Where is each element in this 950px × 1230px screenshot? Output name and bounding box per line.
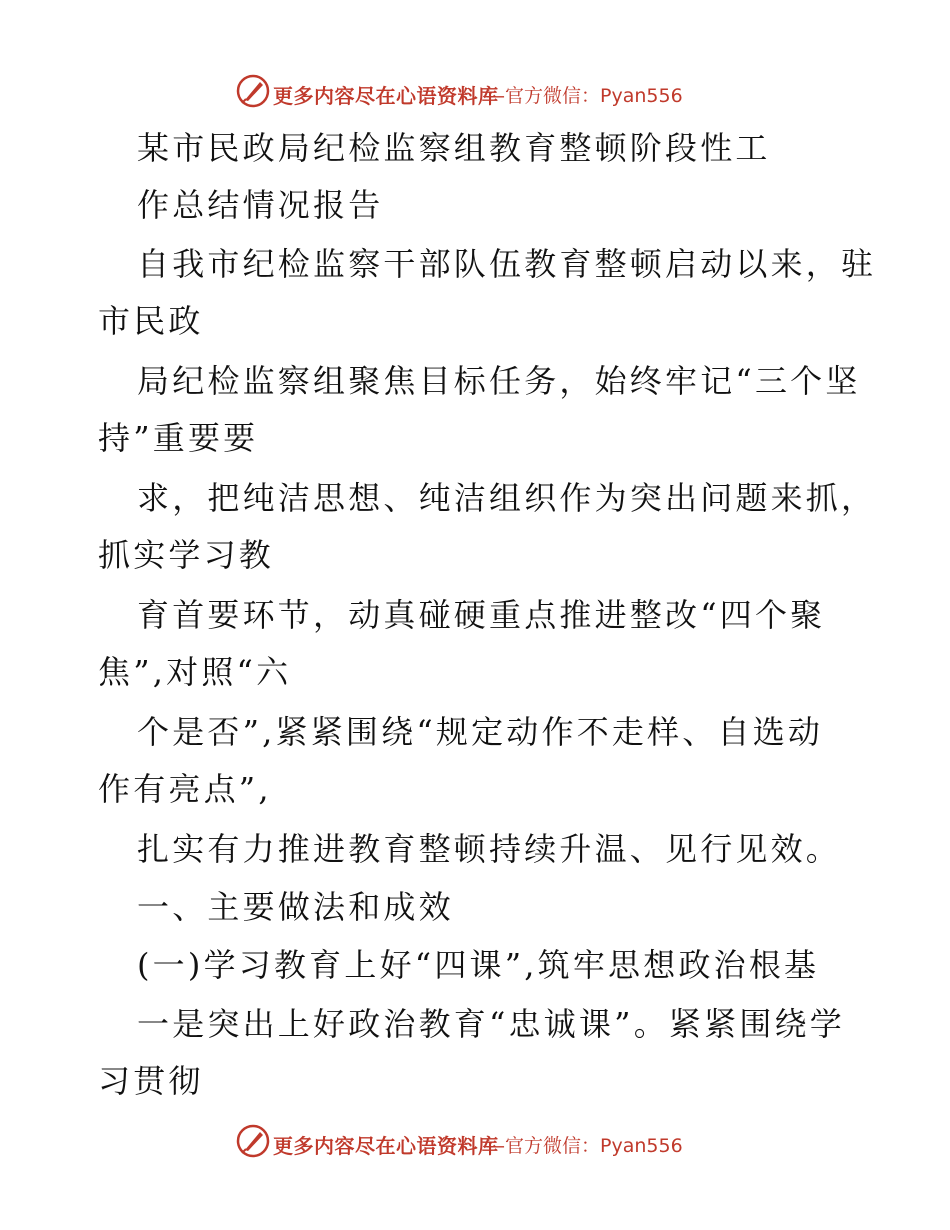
paragraph-line: 自我市纪检监察干部队伍教育整顿启动以来，驻 (137, 245, 877, 283)
paragraph-line: 求，把纯洁思想、纯洁组织作为突出问题来抓， (137, 479, 877, 517)
banner-wechat-text: —官方微信：Pyan556 (486, 85, 683, 107)
quill-pen-logo-icon (236, 74, 270, 108)
paragraph-line: 一是突出上好政治教育“忠诚课”。紧紧围绕学 (137, 1005, 845, 1043)
header-banner (0, 72, 950, 112)
paragraph-line: 育首要环节，动真碰硬重点推进整改“四个聚 (137, 596, 826, 634)
paragraph-line: 局纪检监察组聚焦目标任务，始终牢记“三个坚 (137, 362, 861, 400)
banner-wechat-text: —官方微信：Pyan556 (486, 1135, 683, 1157)
paragraph-line: 抓实学习教 (98, 536, 275, 574)
paragraph-line: 焦”,对照“六 (98, 653, 292, 691)
paragraph-line: 扎实有力推进教育整顿持续升温、见行见效。 (137, 830, 842, 868)
paragraph-line: 个是否”,紧紧围绕“规定动作不走样、自选动 (137, 713, 824, 751)
paragraph-line: 持”重要要 (98, 419, 259, 457)
paragraph-line: 作有亮点”, (98, 770, 272, 808)
paragraph-line: 习贯彻 (98, 1062, 204, 1100)
banner-main-text: 更多内容尽在心语资料库 (273, 1134, 499, 1158)
section-heading: 一、主要做法和成效 (137, 888, 454, 926)
footer-banner (0, 1122, 950, 1162)
banner-main-text: 更多内容尽在心语资料库 (273, 84, 499, 108)
doc-title-line-2: 作总结情况报告 (137, 186, 384, 224)
doc-title-line-1: 某市民政局纪检监察组教育整顿阶段性工 (137, 129, 771, 167)
quill-pen-logo-icon (236, 1124, 270, 1158)
subsection-heading: (一)学习教育上好“四课”,筑牢思想政治根基 (137, 946, 820, 984)
paragraph-line: 市民政 (98, 302, 204, 340)
